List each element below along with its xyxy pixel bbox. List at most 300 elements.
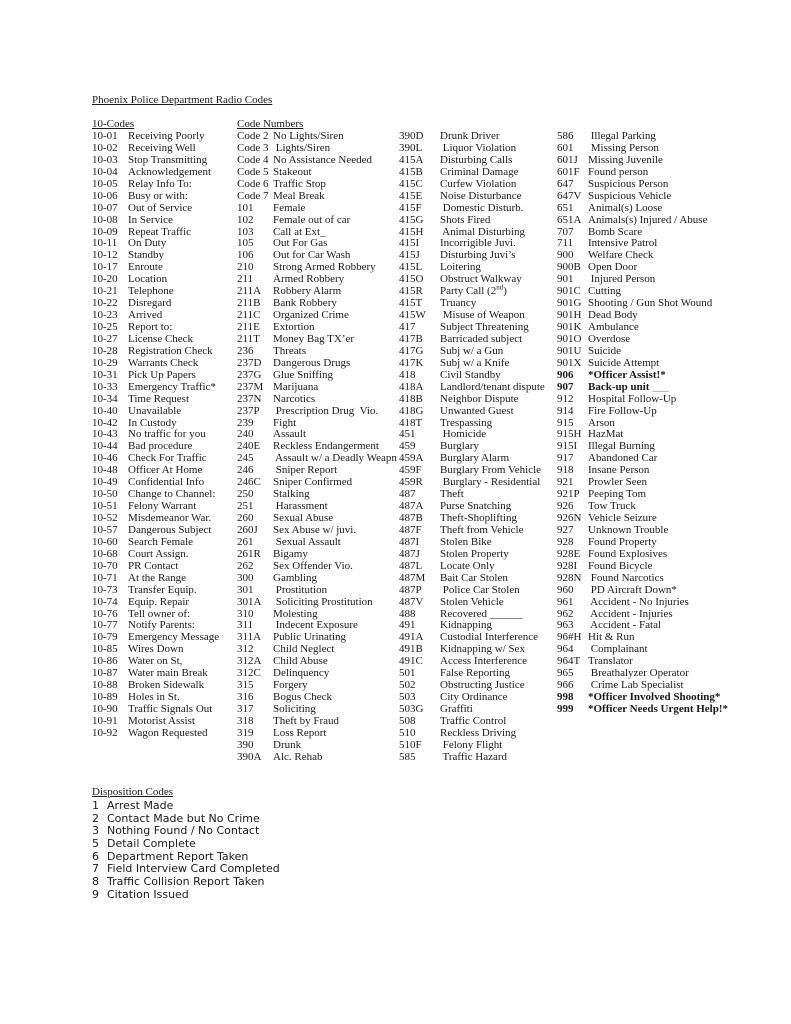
code-cell: 10-22 bbox=[92, 297, 118, 310]
code-cell: 10-04 bbox=[92, 165, 118, 178]
label-cell: Pick Up Papers bbox=[128, 368, 196, 381]
code-cell: 488 bbox=[399, 607, 416, 620]
code-cell: 10-68 bbox=[92, 547, 118, 560]
code-cell: 487M bbox=[399, 571, 426, 584]
code-cell: 245 bbox=[237, 452, 254, 465]
code-cell: 262 bbox=[237, 559, 254, 572]
label-cell: *Officer Needs Urgent Help!* bbox=[588, 703, 729, 715]
code-cell: 928E bbox=[557, 547, 581, 560]
label-cell: Water main Break bbox=[128, 667, 208, 680]
code-cell: 926N bbox=[557, 512, 582, 524]
code-cell: 10-05 bbox=[92, 177, 118, 190]
code-row bbox=[555, 215, 791, 227]
label-cell: Equip. Repair bbox=[128, 595, 190, 608]
label-cell: Purse Snatching bbox=[440, 500, 512, 513]
code-cell: 10-70 bbox=[92, 559, 118, 572]
code-cell: 10-57 bbox=[92, 523, 118, 536]
label-cell: Notify Parents: bbox=[128, 619, 195, 632]
code-cell: 301A bbox=[237, 595, 262, 608]
code-cell: 312A bbox=[237, 655, 262, 668]
disposition-codes-section bbox=[92, 786, 280, 902]
page-title: Phoenix Police Department Radio Codes bbox=[92, 94, 273, 106]
code-cell: 10-29 bbox=[92, 356, 118, 369]
label-cell: Change to Channel: bbox=[128, 488, 216, 501]
code-cell: 211A bbox=[237, 285, 262, 298]
code-cell: 963 bbox=[557, 619, 574, 632]
label-cell: Sex Offender Vio. bbox=[273, 559, 353, 572]
code-cell: 261 bbox=[237, 535, 254, 548]
label-cell: Assault bbox=[273, 428, 306, 441]
code-row bbox=[555, 358, 791, 370]
label-cell: Holes in St. bbox=[128, 691, 180, 704]
label-cell: Child Abuse bbox=[273, 655, 328, 668]
label-cell: HazMat bbox=[588, 428, 624, 441]
code-cell: 601 bbox=[557, 141, 574, 154]
code-row bbox=[92, 549, 237, 561]
code-cell: 240E bbox=[237, 440, 261, 453]
label-cell: Shooting / Gun Shot Wound bbox=[588, 297, 713, 310]
code-cell: 586 bbox=[557, 130, 574, 142]
label-cell: Unknown Trouble bbox=[588, 523, 669, 536]
code-cell: 417G bbox=[399, 344, 424, 357]
label-cell: Broken Sidewalk bbox=[128, 679, 205, 692]
code-numbers-rows-3 bbox=[555, 131, 791, 716]
code-row bbox=[555, 179, 791, 191]
label-cell: Emergency Message bbox=[128, 631, 220, 644]
code-cell: 921P bbox=[557, 488, 580, 501]
code-cell: 10-52 bbox=[92, 512, 118, 524]
code-row bbox=[555, 203, 791, 215]
label-cell: Bad procedure bbox=[128, 440, 193, 453]
label-cell: Subj w/ a Knife bbox=[440, 356, 510, 369]
code-numbers-header-text: Code Numbers bbox=[237, 118, 304, 130]
code-cell: 966 bbox=[557, 679, 574, 692]
label-cell: No traffic for you bbox=[128, 428, 206, 441]
code-row bbox=[237, 167, 398, 179]
code-row bbox=[92, 179, 237, 191]
label-cell: Incorrigible Juvi. bbox=[440, 237, 516, 250]
code-cell: 487F bbox=[399, 523, 422, 536]
label-cell: Prescription Drug Vio. bbox=[273, 404, 379, 417]
label-cell: Landlord/tenant dispute bbox=[440, 380, 545, 393]
code-cell: 10-01 bbox=[92, 130, 118, 142]
code-cell: 491C bbox=[399, 655, 423, 668]
label-cell: Court Assign. bbox=[128, 547, 189, 560]
code-row bbox=[555, 370, 791, 382]
label-cell: *Officer Involved Shooting* bbox=[588, 691, 721, 704]
code-cell: 901U bbox=[557, 344, 582, 357]
code-cell: 10-73 bbox=[92, 583, 118, 596]
code-cell: 928 bbox=[557, 535, 574, 548]
code-cell: 491A bbox=[399, 631, 424, 644]
code-cell: 900B bbox=[557, 261, 581, 274]
label-cell: Abandoned Car bbox=[588, 452, 658, 465]
code-cell: 251 bbox=[237, 500, 254, 513]
code-cell: 418T bbox=[399, 416, 423, 429]
code-cell: 312 bbox=[237, 643, 254, 656]
code-row bbox=[237, 740, 398, 752]
label-cell: Locate Only bbox=[440, 559, 495, 572]
label-cell: Missing Person bbox=[588, 141, 659, 154]
code-cell: Code 6 bbox=[237, 177, 269, 190]
label-cell: Felony Flight bbox=[440, 738, 503, 751]
label-cell: Sexual Abuse bbox=[273, 512, 334, 524]
label-cell: Stolen Property bbox=[440, 547, 509, 560]
code-cell: 459F bbox=[399, 464, 422, 477]
code-row bbox=[237, 215, 398, 227]
code-cell: 487 bbox=[399, 488, 416, 501]
label-cell: Animal Disturbing bbox=[440, 225, 525, 238]
label-cell: Child Neglect bbox=[273, 643, 335, 656]
label-cell: *Officer Assist!* bbox=[588, 368, 666, 381]
code-cell: 211C bbox=[237, 309, 261, 322]
label-cell: Threats bbox=[273, 344, 306, 357]
label-cell: Criminal Damage bbox=[440, 165, 519, 178]
code-row bbox=[237, 573, 398, 585]
label-cell: Stop Transmitting bbox=[128, 153, 208, 166]
label-cell: Animal(s) Loose bbox=[588, 201, 663, 214]
code-cell: 10-06 bbox=[92, 189, 118, 202]
code-cell: 10-79 bbox=[92, 631, 118, 644]
label-cell: Drunk bbox=[273, 738, 302, 751]
label-cell: Reckless Driving bbox=[440, 726, 517, 739]
label-cell: License Check bbox=[128, 332, 194, 345]
label-cell: Motorist Assist bbox=[128, 714, 195, 727]
label-cell: Reckless Endangerment bbox=[273, 440, 379, 453]
code-cell: 10-71 bbox=[92, 571, 118, 584]
code-cell: 487V bbox=[399, 595, 424, 608]
code-cell: 459A bbox=[399, 452, 424, 465]
label-cell: Drunk Driver bbox=[440, 130, 500, 142]
column-code-numbers-1 bbox=[237, 118, 398, 764]
label-cell: Female out of car bbox=[273, 213, 351, 226]
code-cell: 503G bbox=[399, 703, 424, 715]
label-cell: Complainant bbox=[588, 643, 648, 656]
code-row bbox=[398, 477, 555, 489]
label-cell: Accident - Fatal bbox=[588, 619, 662, 632]
code-cell: 311 bbox=[237, 619, 254, 632]
code-cell: 915H bbox=[557, 428, 582, 441]
code-cell: 415F bbox=[399, 201, 422, 214]
code-cell: 10-86 bbox=[92, 655, 118, 668]
code-cell: 601F bbox=[557, 165, 580, 178]
code-cell: 418 bbox=[399, 368, 416, 381]
label-cell: Back-up unit ___ bbox=[588, 380, 669, 393]
code-cell: 10-92 bbox=[92, 726, 118, 739]
label-cell: Stolen Vehicle bbox=[440, 595, 504, 608]
label-cell: Molesting bbox=[273, 607, 318, 620]
label-cell: Obstruct Walkway bbox=[440, 273, 522, 286]
code-cell: 914 bbox=[557, 404, 574, 417]
label-cell: Public Urinating bbox=[273, 631, 347, 644]
label-cell: Ambulance bbox=[588, 321, 639, 333]
code-cell: 415J bbox=[399, 249, 420, 262]
code-cell: 237D bbox=[237, 356, 262, 369]
label-cell: Assault w/ a Deadly Weapn bbox=[273, 452, 397, 465]
label-cell: Transfer Equip. bbox=[128, 583, 197, 596]
label-cell: Sniper Confirmed bbox=[273, 476, 353, 489]
code-cell: 503 bbox=[399, 691, 416, 704]
label-cell: Suicide bbox=[588, 344, 621, 357]
code-row bbox=[398, 406, 555, 418]
label-cell: Access Interference bbox=[440, 655, 528, 668]
code-cell: 300 bbox=[237, 571, 254, 584]
label-cell: Found person bbox=[588, 165, 649, 178]
code-row bbox=[555, 191, 791, 203]
code-cell: 10-17 bbox=[92, 261, 118, 274]
label-cell: Water on St, bbox=[128, 655, 183, 668]
code-cell: 965 bbox=[557, 667, 574, 680]
label-cell: Sexual Assault bbox=[273, 535, 341, 548]
code-cell: 1 bbox=[92, 799, 99, 812]
disposition-row bbox=[92, 838, 280, 851]
code-cell: 915I bbox=[557, 440, 578, 453]
code-cell: 901K bbox=[557, 321, 582, 333]
code-cell: 510F bbox=[399, 738, 422, 751]
label-cell: Accident - No Injuries bbox=[588, 595, 689, 608]
label-cell: Traffic Signals Out bbox=[128, 703, 213, 715]
code-cell: 10-90 bbox=[92, 703, 118, 715]
label-cell: Robbery Alarm bbox=[273, 285, 342, 298]
label-cell: PD Aircraft Down* bbox=[588, 583, 677, 596]
code-cell: 10-87 bbox=[92, 667, 118, 680]
code-row bbox=[398, 752, 555, 764]
label-cell: Dangerous Subject bbox=[128, 523, 212, 536]
code-row bbox=[237, 394, 398, 406]
code-cell: 10-88 bbox=[92, 679, 118, 692]
code-cell: 901G bbox=[557, 297, 582, 310]
code-row bbox=[92, 597, 237, 609]
code-cell: 96#H bbox=[557, 631, 582, 644]
label-cell: PR Contact bbox=[128, 559, 179, 572]
label-cell: Kidnapping bbox=[440, 619, 492, 632]
label-cell: Found Property bbox=[588, 535, 657, 548]
code-cell: 415G bbox=[399, 213, 424, 226]
label-cell: On Duty bbox=[128, 237, 167, 250]
code-cell: 318 bbox=[237, 714, 254, 727]
code-cell: 5 bbox=[92, 837, 99, 851]
code-cell: 390L bbox=[399, 141, 423, 154]
label-cell: Alc. Rehab bbox=[273, 750, 323, 763]
label-cell: Lights/Siren bbox=[273, 141, 331, 154]
code-cell: 926 bbox=[557, 500, 574, 513]
label-cell: Bogus Check bbox=[273, 691, 332, 704]
code-cell: Code 7 bbox=[237, 189, 269, 202]
label-cell: In Custody bbox=[128, 416, 177, 429]
code-cell: 10-51 bbox=[92, 500, 118, 513]
code-cell: 415O bbox=[399, 273, 424, 286]
code-cell: 210 bbox=[237, 261, 254, 274]
label-cell: Translator bbox=[588, 655, 633, 668]
code-cell: 415I bbox=[399, 237, 420, 250]
code-row bbox=[237, 668, 398, 680]
code-cell: 998 bbox=[557, 691, 574, 704]
code-cell: 10-42 bbox=[92, 416, 118, 429]
code-cell: 10-77 bbox=[92, 619, 118, 632]
code-cell: 487J bbox=[399, 547, 420, 560]
code-cell: 237M bbox=[237, 380, 264, 393]
column-code-numbers-2 bbox=[398, 118, 555, 764]
code-cell: 487B bbox=[399, 512, 423, 524]
label-cell: Stakeout bbox=[273, 165, 312, 178]
code-row bbox=[555, 597, 791, 609]
code-cell: 921 bbox=[557, 476, 574, 489]
code-row bbox=[398, 215, 555, 227]
label-cell: Check For Traffic bbox=[128, 452, 207, 465]
label-cell: Narcotics bbox=[273, 392, 316, 405]
code-row bbox=[92, 203, 237, 215]
radio-codes-table bbox=[92, 118, 791, 764]
label-cell: Emergency Traffic* bbox=[128, 380, 216, 393]
label-cell: Stolen Bike bbox=[440, 535, 492, 548]
label-cell: Busy or with: bbox=[128, 189, 188, 202]
code-row bbox=[555, 704, 791, 716]
code-cell: 10-28 bbox=[92, 344, 118, 357]
label-cell: Suicide Attempt bbox=[588, 356, 660, 369]
label-cell: Indecent Exposure bbox=[273, 619, 358, 632]
label-cell: Receiving Well bbox=[128, 141, 196, 154]
label-cell: At the Range bbox=[128, 571, 187, 584]
label-cell: Prostitution bbox=[273, 583, 328, 596]
code-cell: 312C bbox=[237, 667, 261, 680]
label-cell: Welfare Check bbox=[588, 249, 654, 262]
label-cell: Contact Made but No Crime bbox=[107, 811, 260, 825]
column-10-codes bbox=[92, 118, 237, 740]
code-cell: 237G bbox=[237, 368, 262, 381]
code-cell: 962 bbox=[557, 607, 574, 620]
label-cell: Out For Gas bbox=[273, 237, 328, 250]
code-cell: 211T bbox=[237, 332, 260, 345]
code-cell: 964T bbox=[557, 655, 581, 668]
label-cell: Shots Fired bbox=[440, 213, 491, 226]
code-cell: 246 bbox=[237, 464, 254, 477]
code-cell: 301 bbox=[237, 583, 254, 596]
code-row bbox=[555, 573, 791, 585]
label-cell: Arrest Made bbox=[107, 799, 174, 812]
label-cell: Unwanted Guest bbox=[440, 404, 514, 417]
label-cell: Misdemeanor War. bbox=[128, 512, 212, 524]
code-cell: 103 bbox=[237, 225, 254, 238]
code-cell: 907 bbox=[557, 380, 574, 393]
label-cell: Meal Break bbox=[273, 189, 325, 202]
label-cell: Marijuana bbox=[273, 380, 319, 393]
column-code-numbers-3 bbox=[555, 118, 791, 716]
code-cell: 10-02 bbox=[92, 141, 118, 154]
code-cell: 900 bbox=[557, 249, 574, 262]
label-cell: Search Female bbox=[128, 535, 194, 548]
label-cell: Officer At Home bbox=[128, 464, 203, 477]
code-row bbox=[92, 394, 237, 406]
label-cell: No Assistance Needed bbox=[273, 153, 372, 166]
code-cell: 906 bbox=[557, 368, 574, 381]
label-cell: Theft by Fraud bbox=[273, 714, 339, 727]
code-cell: 585 bbox=[399, 750, 416, 763]
code-cell: 901O bbox=[557, 332, 582, 345]
code-cell: 912 bbox=[557, 392, 574, 405]
code-row bbox=[237, 191, 398, 203]
label-cell: Field Interview Card Completed bbox=[107, 862, 280, 876]
code-cell: 10-76 bbox=[92, 607, 118, 620]
code-row bbox=[398, 358, 555, 370]
code-cell: 901H bbox=[557, 309, 582, 322]
label-cell: Subject Threatening bbox=[440, 321, 529, 333]
code-cell: 10-60 bbox=[92, 535, 118, 548]
code-cell: 487A bbox=[399, 500, 424, 513]
label-cell: Forgery bbox=[273, 679, 308, 692]
code-cell: 237N bbox=[237, 392, 262, 405]
code-row bbox=[398, 740, 555, 752]
label-cell: Department Report Taken bbox=[107, 849, 249, 863]
code-cell: 10-40 bbox=[92, 404, 118, 417]
label-cell: Found Bicycle bbox=[588, 559, 653, 572]
code-cell: 10-31 bbox=[92, 368, 118, 381]
code-row bbox=[398, 179, 555, 191]
code-cell: 10-49 bbox=[92, 476, 118, 489]
code-cell: 491 bbox=[399, 619, 416, 632]
code-cell: 211 bbox=[237, 273, 254, 286]
code-cell: 10-25 bbox=[92, 321, 118, 333]
label-cell: City Ordinance bbox=[440, 691, 508, 704]
code-cell: 451 bbox=[399, 428, 416, 441]
code-row bbox=[398, 597, 555, 609]
code-cell: 10-91 bbox=[92, 714, 118, 727]
label-cell: No Lights/Siren bbox=[273, 130, 344, 142]
label-cell: Warrants Check bbox=[128, 356, 199, 369]
code-cell: 964 bbox=[557, 643, 574, 656]
code-cell: 10-27 bbox=[92, 332, 118, 345]
code-row bbox=[237, 537, 398, 549]
code-cell: 237P bbox=[237, 404, 260, 417]
label-cell: Arrived bbox=[128, 309, 163, 322]
code-row bbox=[398, 370, 555, 382]
code-cell: 250 bbox=[237, 488, 254, 501]
disposition-row bbox=[92, 889, 280, 902]
label-cell: Kidnapping w/ Sex bbox=[440, 643, 525, 656]
label-cell: Time Request bbox=[128, 392, 190, 405]
label-cell: Homicide bbox=[440, 428, 487, 441]
label-cell: Loitering bbox=[440, 261, 481, 274]
code-row bbox=[398, 203, 555, 215]
label-cell: Out for Car Wash bbox=[273, 249, 351, 262]
code-cell: 487I bbox=[399, 535, 420, 548]
code-cell: 10-11 bbox=[92, 237, 118, 250]
code-cell: 260 bbox=[237, 512, 254, 524]
label-cell: Missing Juvenile bbox=[588, 153, 663, 166]
code-row bbox=[237, 585, 398, 597]
label-cell: Strong Armed Robbery bbox=[273, 261, 376, 274]
code-cell: 101 bbox=[237, 201, 254, 214]
label-cell: Obstructing Justice bbox=[440, 679, 525, 692]
code-cell: 960 bbox=[557, 583, 574, 596]
label-cell: Civil Standby bbox=[440, 368, 501, 381]
code-row bbox=[555, 167, 791, 179]
label-cell: Burglary bbox=[440, 440, 479, 453]
code-cell: 8 bbox=[92, 875, 99, 889]
label-cell: Loss Report bbox=[273, 726, 327, 739]
code-cell: 459R bbox=[399, 476, 423, 489]
code-cell: 651A bbox=[557, 213, 582, 226]
label-cell: Stalking bbox=[273, 488, 310, 501]
label-cell: Telephone bbox=[128, 285, 174, 298]
label-cell: Open Door bbox=[588, 261, 638, 274]
code-cell: 927 bbox=[557, 523, 574, 536]
label-cell: Traffic Collision Report Taken bbox=[107, 875, 265, 889]
code-cell: Code 2 bbox=[237, 130, 269, 142]
code-cell: 2 bbox=[92, 811, 99, 825]
code-cell: 417B bbox=[399, 332, 423, 345]
label-cell: Arson bbox=[588, 416, 615, 429]
code-cell: 651 bbox=[557, 201, 574, 214]
